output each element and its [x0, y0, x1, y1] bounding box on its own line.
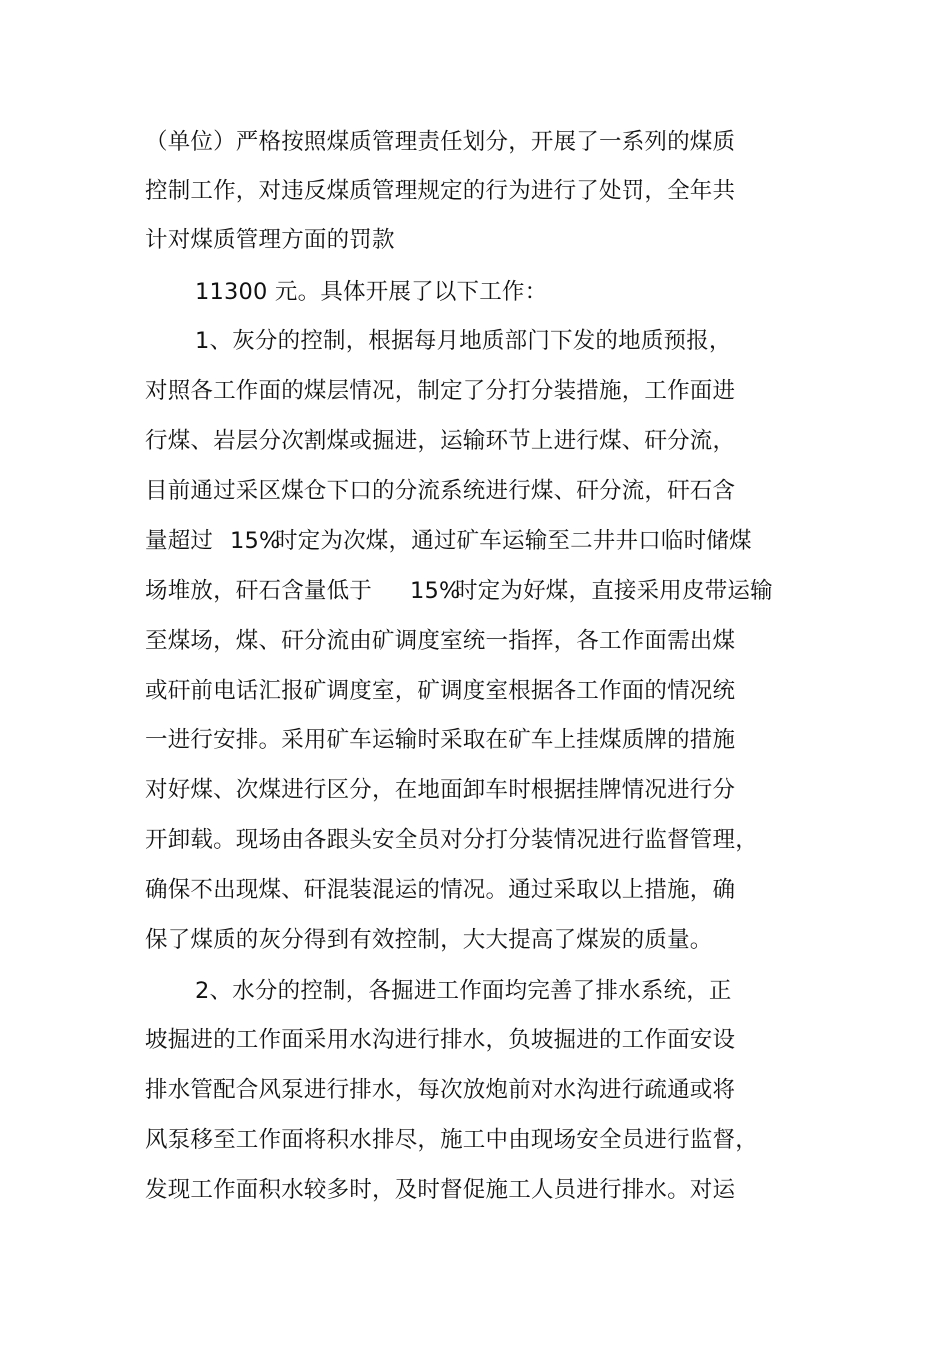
text-line: [0, 574, 950, 608]
line-text: 场堆放，矸石含量低于: [145, 578, 373, 604]
text-line: [0, 873, 950, 907]
percent-value: 15%: [410, 578, 461, 604]
line-text: 或矸前电话汇报矿调度室，矿调度室根据各工作面的情况统: [145, 678, 736, 704]
text-line: [0, 1023, 950, 1057]
text-line: [0, 823, 950, 857]
text-line: [0, 125, 950, 159]
line-text: 2、水分的控制，各掘进工作面均完善了排水系统，正: [195, 978, 732, 1004]
line-text: 开卸载。现场由各跟头安全员对分打分装情况进行监督管理，: [145, 827, 758, 853]
line-text: 目前通过采区煤仓下口的分流系统进行煤、矸分流，矸石含: [145, 478, 736, 504]
line-text: 保了煤质的灰分得到有效控制，大大提高了煤炭的质量。: [145, 927, 713, 953]
text-line: [0, 174, 950, 208]
line-text: 发现工作面积水较多时，及时督促施工人员进行排水。对运: [145, 1177, 736, 1203]
line-text: 风泵移至工作面将积水排尽，施工中由现场安全员进行监督，: [145, 1127, 758, 1153]
line-text: 1、灰分的控制，根据每月地质部门下发的地质预报，: [195, 328, 732, 354]
line-text: 对好煤、次煤进行区分，在地面卸车时根据挂牌情况进行分: [145, 777, 736, 803]
text-line: [0, 275, 950, 309]
text-line: [0, 1173, 950, 1207]
line-text: 排水管配合风泵进行排水，每次放炮前对水沟进行疏通或将: [145, 1077, 736, 1103]
text-line: [0, 974, 950, 1008]
line-text: 量超过: [145, 528, 214, 554]
text-line: [0, 223, 950, 257]
line-text: 确保不出现煤、矸混装混运的情况。通过采取以上措施，确: [145, 877, 736, 903]
text-line: [0, 723, 950, 757]
text-line: [0, 773, 950, 807]
text-line: [0, 524, 950, 558]
line-text: 11300 元。具体开展了以下工作：: [195, 279, 548, 305]
line-text: 坡掘进的工作面采用水沟进行排水，负坡掘进的工作面安设: [145, 1027, 736, 1053]
line-text: 计对煤质管理方面的罚款: [145, 227, 395, 253]
line-text: 对照各工作面的煤层情况，制定了分打分装措施，工作面进: [145, 378, 736, 404]
text-line: [0, 424, 950, 458]
text-line: [0, 624, 950, 658]
percent-value: 15%: [230, 528, 281, 554]
text-line: [0, 474, 950, 508]
text-line: [0, 324, 950, 358]
line-text: 时定为次煤，通过矿车运输至二井井口临时储煤: [275, 528, 752, 554]
text-line: [0, 923, 950, 957]
line-text: 行煤、岩层分次割煤或掘进，运输环节上进行煤、矸分流，: [145, 428, 736, 454]
line-text: （单位）严格按照煤质管理责任划分，开展了一系列的煤质: [145, 129, 736, 155]
line-text: 时定为好煤，直接采用皮带运输: [455, 578, 773, 604]
text-line: [0, 674, 950, 708]
text-line: [0, 1123, 950, 1157]
text-line: [0, 1073, 950, 1107]
text-line: [0, 374, 950, 408]
line-text: 控制工作，对违反煤质管理规定的行为进行了处罚，全年共: [145, 178, 736, 204]
line-text: 至煤场，煤、矸分流由矿调度室统一指挥，各工作面需出煤: [145, 628, 736, 654]
line-text: 一进行安排。采用矿车运输时采取在矿车上挂煤质牌的措施: [145, 727, 736, 753]
